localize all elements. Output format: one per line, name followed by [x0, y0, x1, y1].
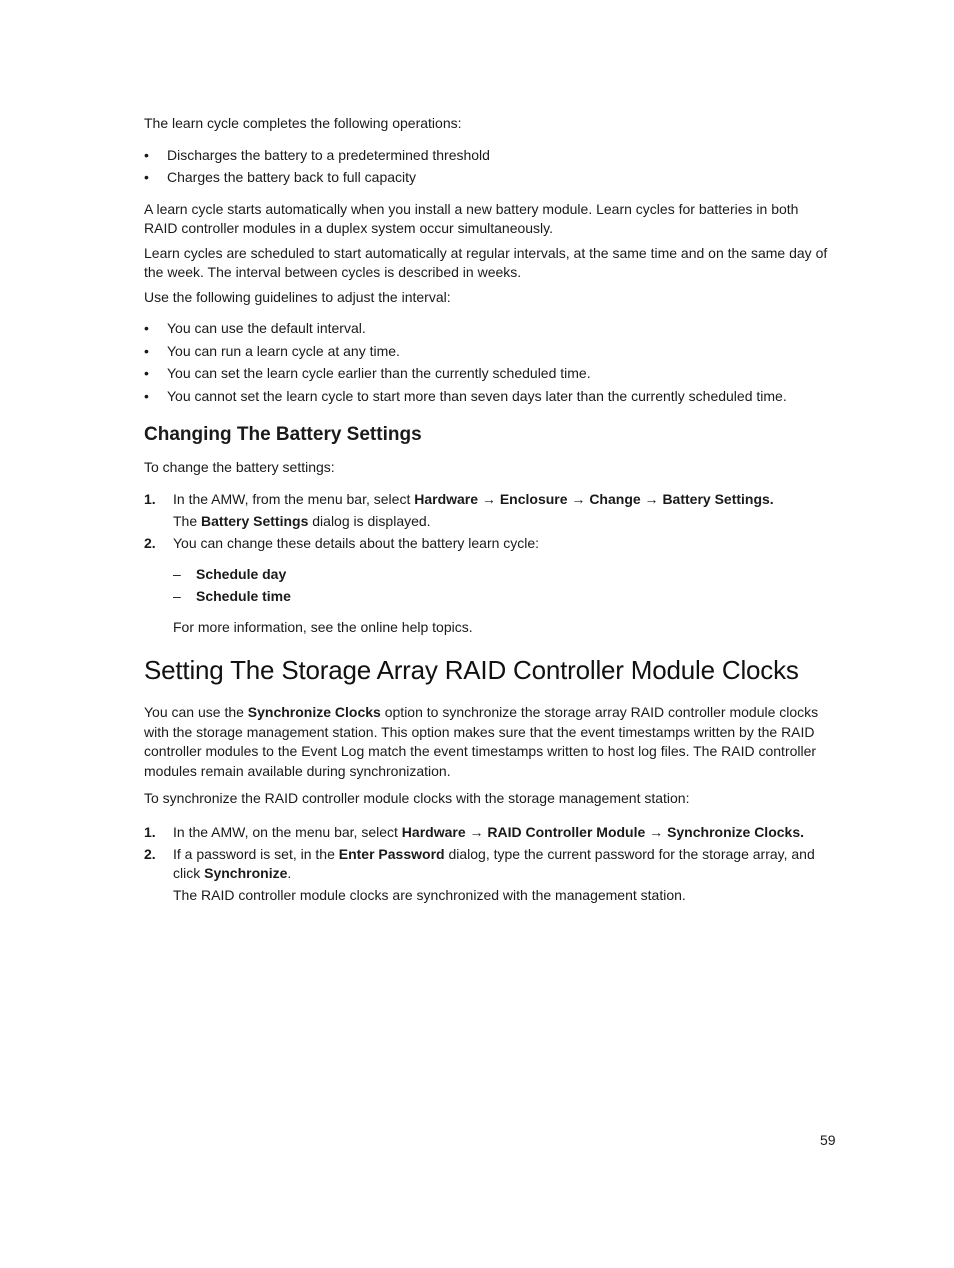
step-result: The RAID controller module clocks are synchronized with the management station.: [173, 886, 686, 903]
menu-hardware: Hardware: [414, 490, 479, 507]
section-heading-controller-clocks: Setting The Storage Array RAID Controller Module Clocks: [144, 655, 799, 685]
menu-raid-controller-module: RAID Controller Module: [487, 823, 646, 840]
intro-text: The learn cycle completes the following operations:: [144, 115, 462, 131]
more-info-text: For more information, see the online help topics.: [173, 618, 473, 635]
dash-icon: –: [173, 565, 181, 582]
step-item: 1. In the AMW, on the menu bar, select Hardware → RAID Controller Module → Synchronize Clocks.: [144, 823, 804, 840]
paragraph-learn-cycle-start: A learn cycle starts automatically when you install a new battery module. Learn cycles for batteries in both RAID controller modules in a duplex system occur simultaneously.: [144, 200, 799, 236]
menu-enclosure: Enclosure: [499, 490, 568, 507]
synchronize-steps-list: [144, 823, 834, 905]
step-item: 2. If a password is set, in the Enter Password dialog, type the current password for the storage array, and click Synchronize. The RAID controller module clocks are synchronized with the management station.: [144, 845, 834, 905]
paragraph-learn-cycle-schedule: Learn cycles are scheduled to start automatically at regular intervals, at the same time and on the same day of the week. The interval between cycles is described in weeks.: [144, 244, 828, 280]
menu-change: Change: [589, 490, 641, 507]
battery-settings-intro: To change the battery settings:: [144, 459, 335, 475]
menu-synchronize-clocks: Synchronize Clocks.: [667, 823, 804, 840]
list-item: • Charges the battery back to full capacity: [144, 168, 834, 188]
list-item: • Discharges the battery to a predetermined threshold: [144, 146, 834, 166]
bullet-icon: •: [144, 365, 149, 381]
synchronize-clocks-description: You can use the Synchronize Clocks option to synchronize the storage array RAID controller module clocks with the storage management station. This option makes sure that the event timestamps written by the RAID controller modules to the Event Log match the event timestamps written to host log files. The RAID controller modules remain available during synchronization.: [144, 704, 819, 779]
paragraph-guidelines-intro: Use the following guidelines to adjust the interval:: [144, 288, 451, 305]
step-item: 1. In the AMW, from the menu bar, select Hardware → Enclosure → Change → Battery Settings. The Battery Settings dialog is displayed.: [144, 490, 834, 531]
menu-battery-settings: Battery Settings.: [662, 490, 774, 507]
list-item: • You cannot set the learn cycle to start more than seven days later than the currently scheduled time.: [144, 387, 834, 407]
synchronize-button-name: Synchronize: [204, 864, 288, 881]
learn-cycle-details-list: [173, 565, 834, 606]
bullet-icon: •: [144, 387, 149, 404]
enter-password-dialog-name: Enter Password: [338, 845, 445, 862]
synchronize-intro: To synchronize the RAID controller module clocks with the storage management station:: [144, 790, 690, 806]
dash-icon: –: [173, 587, 181, 604]
guidelines-list: [144, 319, 834, 406]
list-item: – Schedule time: [173, 587, 291, 604]
list-item: • You can set the learn cycle earlier than the currently scheduled time.: [144, 364, 834, 384]
list-item: – Schedule day: [173, 565, 287, 582]
bullet-icon: •: [144, 146, 149, 163]
step-item: 2. You can change these details about the battery learn cycle:: [144, 534, 540, 551]
step-result: The Battery Settings dialog is displayed.: [173, 512, 431, 529]
page-number: 59: [820, 1132, 836, 1148]
list-item: • You can use the default interval.: [144, 319, 834, 339]
battery-steps-list: [144, 490, 834, 553]
bullet-icon: •: [144, 342, 149, 359]
section-heading-battery-settings: Changing The Battery Settings: [144, 424, 422, 445]
list-item: • You can run a learn cycle at any time.: [144, 342, 834, 362]
bullet-icon: •: [144, 320, 149, 336]
bullet-icon: •: [144, 169, 149, 185]
menu-hardware: Hardware: [401, 823, 466, 840]
operations-list: [144, 146, 834, 188]
document-page: [144, 114, 834, 908]
